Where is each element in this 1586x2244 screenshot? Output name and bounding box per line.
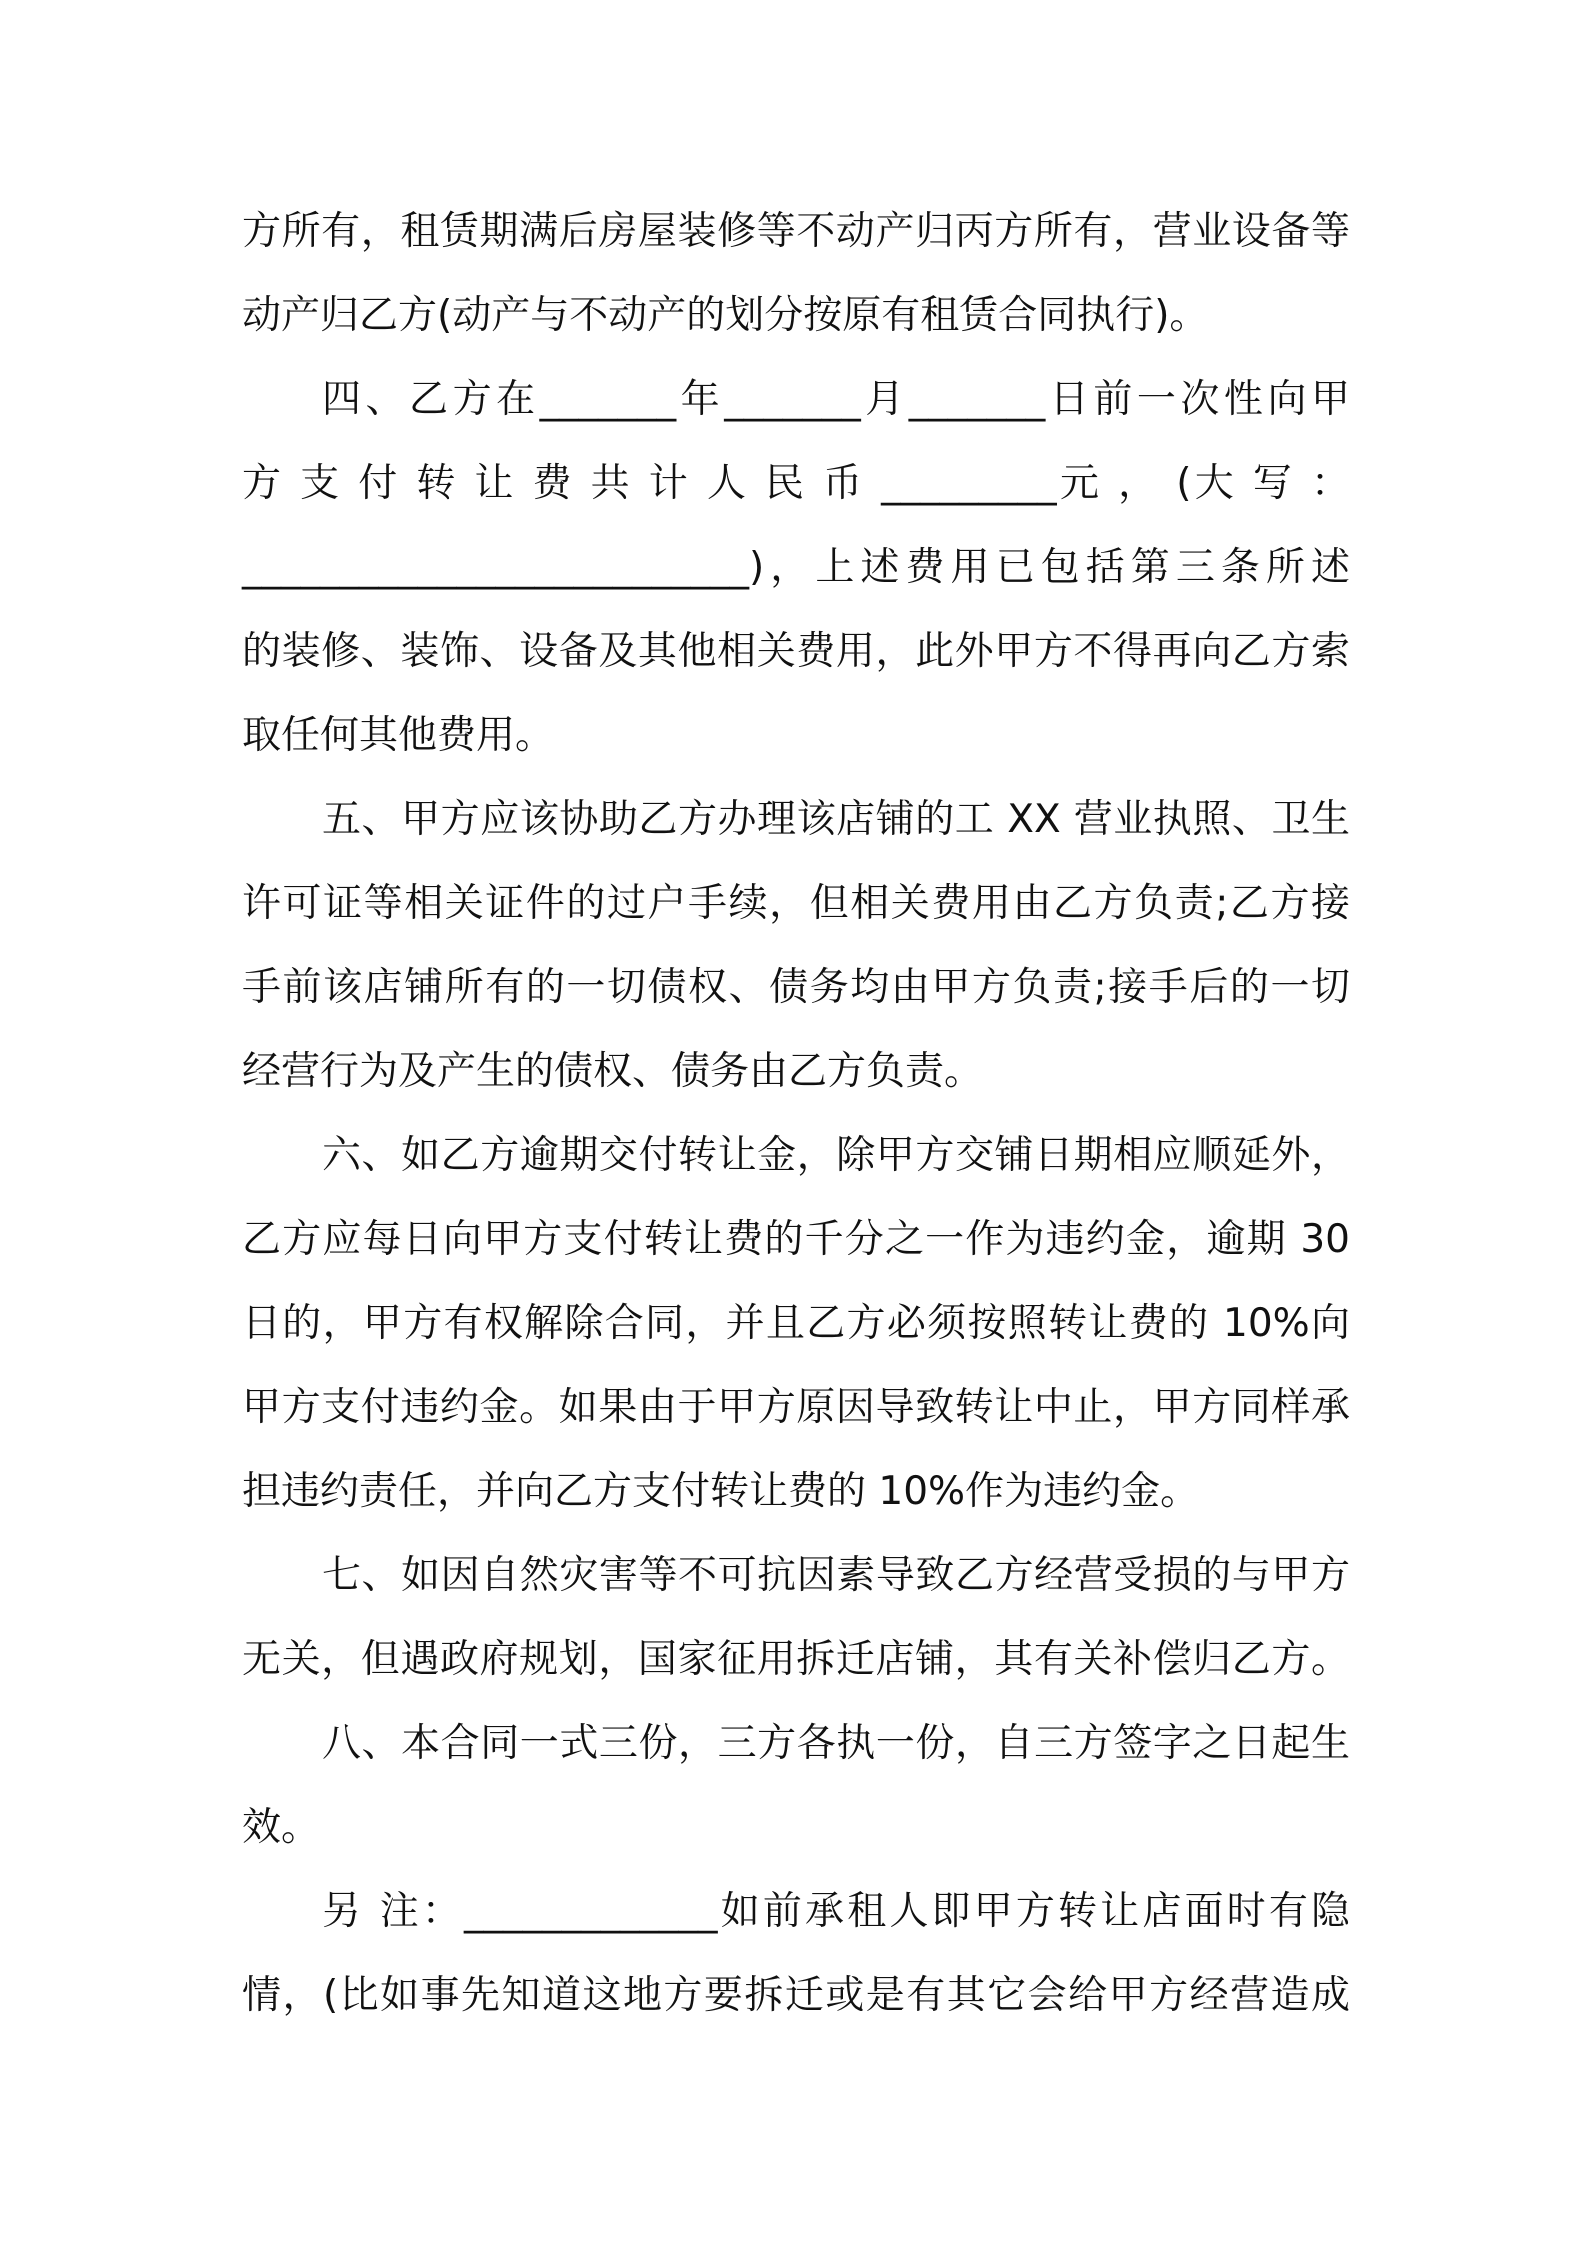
document-line: 日的，甲方有权解除合同，并且乙方必须按照转让费的 10%向	[242, 1301, 1350, 1346]
document-line: 情，(比如事先知道这地方要拆迁或是有其它会给甲方经营造成	[242, 1973, 1350, 2018]
document-line: 经营行为及产生的债权、债务由乙方负责。	[242, 1049, 984, 1094]
contract-body-text	[242, 190, 1350, 2038]
document-line: 七、如因自然灾害等不可抗因素导致乙方经营受损的与甲方	[322, 1553, 1350, 1598]
document-line: 动产归乙方(动产与不动产的划分按原有租赁合同执行)。	[242, 293, 1209, 338]
document-line: 无关，但遇政府规划，国家征用拆迁店铺，其有关补偿归乙方。	[242, 1637, 1350, 1682]
document-line: __________________________)，上述费用已包括第三条所述	[242, 545, 1350, 590]
document-line: 六、如乙方逾期交付转让金，除甲方交铺日期相应顺延外，	[322, 1133, 1350, 1178]
document-line: 四、乙方在_______年_______月_______日前一次性向甲	[322, 377, 1350, 422]
document-line: 五、甲方应该协助乙方办理该店铺的工 XX 营业执照、卫生	[322, 797, 1350, 842]
document-line: 担违约责任，并向乙方支付转让费的 10%作为违约金。	[242, 1469, 1200, 1514]
document-line: 甲方支付违约金。如果由于甲方原因导致转让中止，甲方同样承	[242, 1385, 1350, 1430]
document-line: 许可证等相关证件的过户手续，但相关费用由乙方负责;乙方接	[242, 881, 1350, 926]
document-line: 的装修、装饰、设备及其他相关费用，此外甲方不得再向乙方索	[242, 629, 1350, 674]
document-line: 取任何其他费用。	[242, 713, 555, 758]
document-line: 方所有，租赁期满后房屋装修等不动产归丙方所有，营业设备等	[242, 209, 1350, 254]
document-line: 乙方应每日向甲方支付转让费的千分之一作为违约金，逾期 30	[242, 1217, 1350, 1262]
document-line: 手前该店铺所有的一切债权、债务均由甲方负责;接手后的一切	[242, 965, 1350, 1010]
document-line: 方 支 付 转 让 费 共 计 人 民 币 _________元 ， (大 写 ：	[242, 461, 1350, 506]
document-line: 八、本合同一式三份，三方各执一份，自三方签字之日起生	[322, 1721, 1350, 1766]
document-line: 另 注：_____________如前承租人即甲方转让店面时有隐	[322, 1889, 1350, 1934]
document-line: 效。	[242, 1805, 321, 1850]
